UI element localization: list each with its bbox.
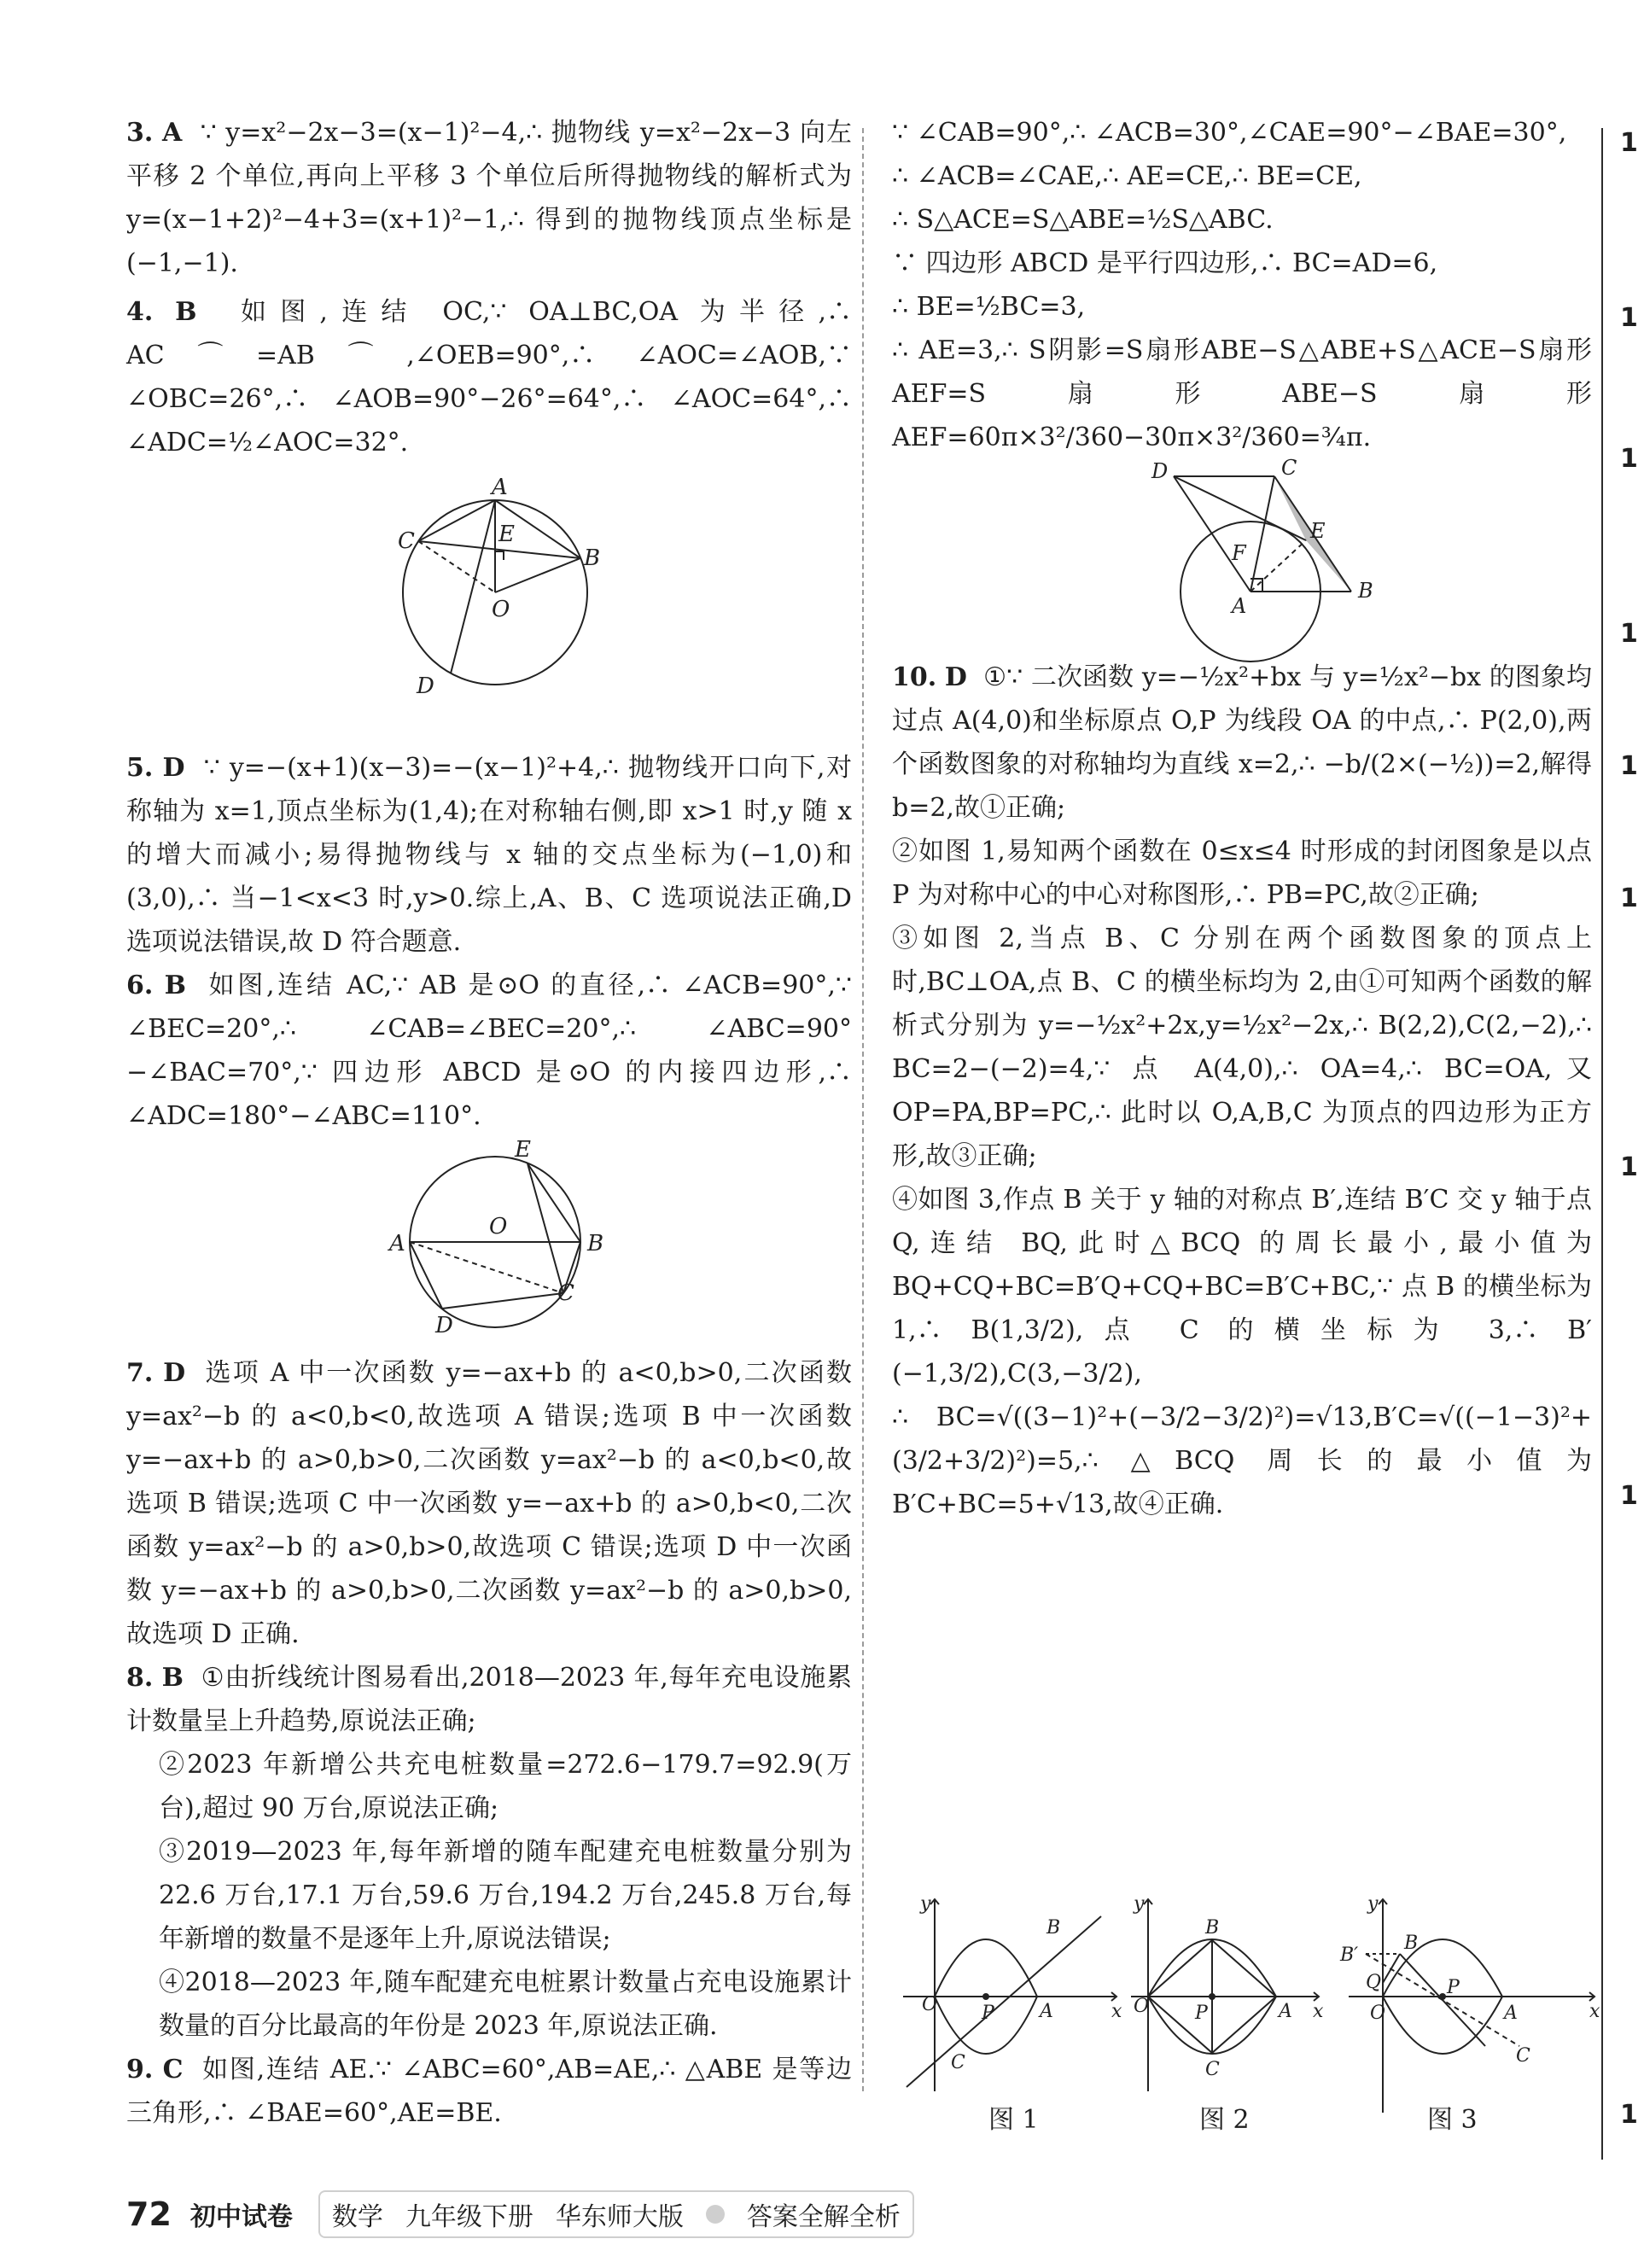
solution-7: 7. D 选项 A 中一次函数 y=−ax+b 的 a<0,b>0,二次函数 y=ax²−b 的 a<0,b<0,故选项 A 错误;选项 B 中一次函数 y=−ax+b 的 a>0,b>0,二次函数 y=ax²−b 的 a<0,b<0,故选项 B 错误;选项 C 中一次函数 y=−ax+b 的 a>0,b<0,二次函数 y=ax²−b 的 a>0,b>0,故选项 C 错误;选项 D 中一次函数 y=−ax+b 的 a>0,b>0,二次函数 y=ax²−b 的 a>0,b>0,故选项 D 正确.	[126, 1358, 853, 1649]
solution-4: 4. B 如图,连结 OC,∵ OA⊥BC,OA 为半径,∴ AC⌒=AB⌒,∠OEB=90°,∴ ∠AOC=∠AOB,∵ ∠OBC=26°,∴ ∠AOB=90°−26°=64°,∴ ∠AOC=64°,∴ ∠ADC=½∠AOC=32°.	[126, 297, 852, 458]
figure-9-space	[892, 456, 1592, 656]
solution-5: 5. D ∵ y=−(x+1)(x−3)=−(x−1)²+4,∴ 抛物线开口向下,对称轴为 x=1,顶点坐标为(1,4);在对称轴右侧,即 x>1 时,y 随 x 的增大而减小;易得抛物线与 x 轴的交点坐标为(−1,0)和(3,0),∴ 当−1<x<3 时,y>0.综上,A、B、C 选项说法正确,D 选项说法错误,故 D 符合题意.	[126, 753, 852, 957]
caption-fig2: 图 2	[1199, 2105, 1250, 2135]
solution-9-line-5: ∴ BE=½BC=3,	[892, 292, 1086, 322]
g1-P: P	[982, 2003, 994, 2024]
solution-9-line-4: ∵ 四边形 ABCD 是平行四边形,∴ BC=AD=6,	[892, 248, 1438, 278]
page-number: 72	[126, 2195, 172, 2233]
label-D: D	[435, 1313, 453, 1338]
figure-6-space	[126, 1138, 852, 1351]
footer-publisher: 华东师大版	[555, 2202, 684, 2232]
g1-B: B	[1046, 1917, 1061, 1939]
caption-fig3: 图 3	[1427, 2105, 1478, 2135]
function-graphs	[888, 1891, 1600, 2135]
label-A: A	[492, 475, 508, 500]
g3-A: A	[1504, 2003, 1518, 2024]
g2-x: x	[1313, 2001, 1324, 2022]
g3-Q: Q	[1366, 1972, 1382, 1993]
edge-digit: 1	[1620, 751, 1638, 781]
solution-10-item-4: ④如图 3,作点 B 关于 y 轴的对称点 B′,连结 B′C 交 y 轴于点 Q,连结 BQ,此时△BCQ 的周长最小,最小值为 BQ+CQ+BC=B′Q+CQ+BC=B′C+BC,∵ 点 B 的横坐标为 1,∴ B(1,3/2),点 C 的横坐标为 3,∴ B′(−1,3/2),C(3,−3/2),	[892, 1185, 1592, 1389]
g2-O: O	[1134, 1996, 1150, 2017]
g2-A: A	[1279, 2001, 1292, 2022]
footer-subject: 数学	[331, 2202, 383, 2232]
solution-10-conclusion: ∴ BC=√((3−1)²+(−3/2−3/2)²)=√13,B′C=√((−1−3)²+(3/2+3/2)²)=5,∴ △BCQ 周长的最小值为 B′C+BC=5+√13,故④正确.	[892, 1402, 1592, 1519]
footer-grade: 九年级下册	[405, 2202, 533, 2232]
solution-8: 8. B ①由折线统计图易看出,2018—2023 年,每年充电设施累计数量呈上升趋势,原说法正确;	[126, 1663, 852, 1736]
edge-digit: 1	[1620, 444, 1638, 474]
solution-9-line-2: ∴ ∠ACB=∠CAE,∴ AE=CE,∴ BE=CE,	[892, 161, 1362, 191]
label-F: F	[1232, 541, 1246, 565]
g3-B: B	[1404, 1933, 1419, 1954]
label-C: C	[398, 528, 415, 554]
solution-8-item-3: ③2019—2023 年,每年新增的随车配建充电桩数量分别为 22.6 万台,17.1 万台,59.6 万台,194.2 万台,245.8 万台,每年新增的数量不是逐年上升,原说法错误;	[159, 1837, 852, 1954]
label-O: O	[492, 597, 510, 622]
figure-9-parallelogram	[892, 456, 1592, 656]
label-E: E	[1310, 519, 1326, 543]
figure-4-circle	[126, 464, 852, 746]
label-E: E	[515, 1137, 531, 1163]
solution-10-item-2: ②如图 1,易知两个函数在 0≤x≤4 时形成的封闭图象是以点 P 为对称中心的中心对称图形,∴ PB=PC,故②正确;	[892, 837, 1592, 910]
figure-4-space	[126, 464, 852, 746]
g1-x: x	[1111, 2001, 1122, 2022]
g2-C: C	[1205, 2059, 1220, 2080]
label-O: O	[489, 1214, 508, 1239]
label-C: C	[1281, 456, 1297, 480]
figure-6-circle	[126, 1138, 852, 1351]
solution-9-line-6: ∴ AE=3,∴ S阴影=S扇形ABE−S△ABE+S△ACE−S扇形AEF=S扇形ABE−S扇形AEF=60π×3²/360−30π×3²/360=¾π.	[892, 335, 1592, 452]
g2-y: y	[1134, 1893, 1145, 1915]
right-column	[892, 111, 1592, 1526]
label-C: C	[557, 1280, 574, 1306]
g1-O: O	[922, 1994, 938, 2015]
edge-digit: 1	[1620, 1152, 1638, 1182]
edge-digit: 1	[1620, 128, 1638, 158]
label-A: A	[389, 1231, 405, 1256]
label-B: B	[1358, 579, 1373, 603]
solution-9-line-1: ∵ ∠CAB=90°,∴ ∠ACB=30°,∠CAE=90°−∠BAE=30°,	[892, 118, 1567, 148]
footer-info-box	[318, 2190, 914, 2238]
solution-8-item-4: ④2018—2023 年,随车配建充电桩累计数量占充电设施累计数量的百分比最高的年份是 2023 年,原说法正确.	[159, 1968, 852, 2041]
solution-9-line-3: ∴ S△ACE=S△ABE=½S△ABC.	[892, 205, 1274, 235]
g1-A: A	[1040, 2001, 1053, 2022]
g2-B: B	[1205, 1917, 1220, 1939]
edge-digit: 1	[1620, 1481, 1638, 1511]
g1-C: C	[951, 2052, 965, 2073]
g3-C: C	[1516, 2045, 1530, 2067]
solution-6: 6. B 如图,连结 AC,∵ AB 是⊙O 的直径,∴ ∠ACB=90°,∵ ∠BEC=20°,∴ ∠CAB=∠BEC=20°,∴ ∠ABC=90°−∠BAC=70°,∵ 四边形 ABCD 是⊙O 的内接四边形,∴ ∠ADC=180°−∠ABC=110°.	[126, 971, 852, 1131]
edge-digit: 1	[1620, 303, 1638, 333]
label-E: E	[498, 522, 515, 547]
solution-8-item-2: ②2023 年新增公共充电桩数量=272.6−179.7=92.9(万台),超过 90 万台,原说法正确;	[159, 1750, 852, 1823]
solution-9: 9. C 如图,连结 AE.∵ ∠ABC=60°,AB=AE,∴ △ABE 是等边三角形,∴ ∠BAE=60°,AE=BE.	[126, 2055, 852, 2128]
label-D: D	[417, 673, 434, 699]
label-D: D	[1151, 459, 1169, 483]
solution-10-item-3: ③如图 2,当点 B、C 分别在两个函数图象的顶点上时,BC⊥OA,点 B、C 的横坐标均为 2,由①可知两个函数的解析式分别为 y=−½x²+2x,y=½x²−2x,∴ B(2,2),C(2,−2),∴ BC=2−(−2)=4,∵ 点 A(4,0),∴ OA=4,∴ BC=OA,又 OP=PA,BP=PC,∴ 此时以 O,A,B,C 为顶点的四边形为正方形,故③正确;	[892, 924, 1592, 1171]
series-name: 初中试卷	[189, 2202, 293, 2232]
caption-fig1: 图 1	[988, 2105, 1039, 2135]
column-divider	[862, 128, 864, 2091]
footer-tagline: 答案全解全析	[746, 2202, 901, 2232]
solution-3: 3. A ∵ y=x²−2x−3=(x−1)²−4,∴ 抛物线 y=x²−2x−3 向左平移 2 个单位,再向上平移 3 个单位后所得抛物线的解析式为 y=(x−1+2)²−4+3=(x+1)²−1,∴ 得到的抛物线顶点坐标是(−1,−1).	[126, 118, 852, 278]
g3-B-prime: B′	[1340, 1944, 1359, 1966]
label-B: B	[584, 545, 601, 571]
solution-10: 10. D ①∵ 二次函数 y=−½x²+bx 与 y=½x²−bx 的图象均过点 A(4,0)和坐标原点 O,P 为线段 OA 的中点,∴ P(2,0),两个函数图象的对称轴均为直线 x=2,∴ −b/(2×(−½))=2,解得 b=2,故①正确;	[892, 662, 1592, 823]
g3-y: y	[1367, 1893, 1379, 1915]
g3-P: P	[1447, 1977, 1460, 1998]
page-footer	[126, 2188, 914, 2241]
g3-x: x	[1589, 2001, 1600, 2022]
g1-y: y	[920, 1893, 931, 1915]
bullet-icon	[706, 2205, 725, 2224]
left-column	[126, 111, 852, 2135]
edge-digit: 1	[1620, 2100, 1638, 2130]
label-B: B	[587, 1231, 604, 1256]
page-edge-rule	[1601, 128, 1603, 2160]
edge-digit: 1	[1620, 883, 1638, 913]
g3-O: O	[1370, 2003, 1386, 2024]
g2-P: P	[1195, 2003, 1208, 2024]
edge-digit: 1	[1620, 619, 1638, 649]
label-A: A	[1232, 594, 1247, 618]
